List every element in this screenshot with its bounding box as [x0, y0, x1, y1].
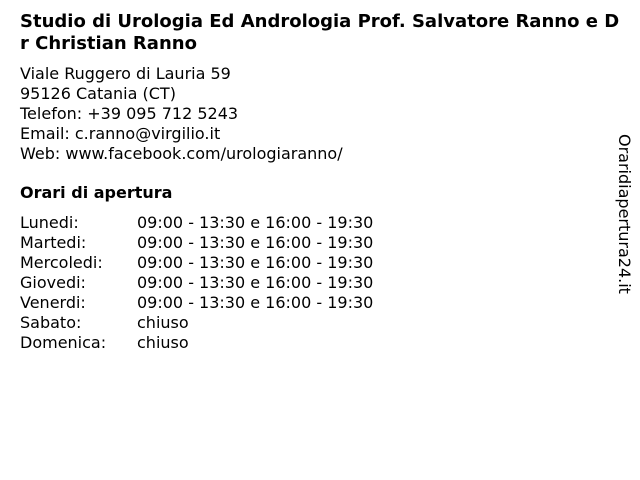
hours-day: Venerdi: [20, 293, 86, 312]
address-street: Viale Ruggero di Lauria 59 [20, 64, 231, 83]
hours-time: 09:00 - 13:30 e 16:00 - 19:30 [137, 293, 374, 312]
hours-row-venerdi [20, 293, 373, 313]
hours-row-martedi [20, 233, 373, 253]
phone-number: Telefon: +39 095 712 5243 [20, 104, 239, 123]
hours-day: Giovedi: [20, 273, 86, 292]
contact-block [20, 64, 343, 164]
hours-day: Mercoledi: [20, 253, 103, 272]
hours-row-sabato [20, 313, 373, 333]
hours-row-mercoledi [20, 253, 373, 273]
hours-row-lunedi [20, 213, 373, 233]
site-watermark: Oraridiapertura24.it [615, 134, 634, 294]
hours-time: 09:00 - 13:30 e 16:00 - 19:30 [137, 253, 374, 272]
hours-day: Domenica: [20, 333, 107, 352]
hours-table [20, 213, 373, 353]
hours-row-giovedi [20, 273, 373, 293]
email-address: Email: c.ranno@virgilio.it [20, 124, 221, 143]
hours-time: 09:00 - 13:30 e 16:00 - 19:30 [137, 273, 374, 292]
business-name: Studio di Urologia Ed Andrologia Prof. Salvatore Ranno e Dr Christian Ranno [20, 11, 620, 54]
hours-time: chiuso [137, 333, 189, 352]
hours-time: 09:00 - 13:30 e 16:00 - 19:30 [137, 213, 374, 232]
website-url: Web: www.facebook.com/urologiaranno/ [20, 144, 343, 163]
hours-time: 09:00 - 13:30 e 16:00 - 19:30 [137, 233, 374, 252]
hours-day: Sabato: [20, 313, 82, 332]
hours-row-domenica [20, 333, 373, 353]
hours-time: chiuso [137, 313, 189, 332]
hours-heading: Orari di apertura [20, 183, 173, 202]
address-city: 95126 Catania (CT) [20, 84, 176, 103]
hours-day: Lunedi: [20, 213, 79, 232]
hours-day: Martedi: [20, 233, 87, 252]
